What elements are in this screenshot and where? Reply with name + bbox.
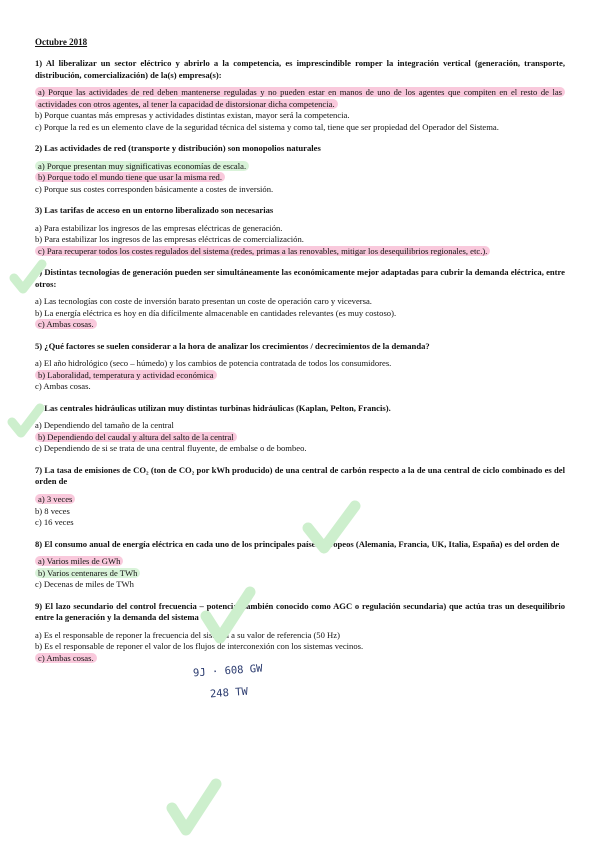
- answer-option: [35, 370, 565, 382]
- answer-option-text: a) El año hidrológico (seco – húmedo) y los cambios de potencia contratada de todos los consumidores.: [35, 358, 392, 369]
- answer-option-text: c) Porque la red es un elemento clave de la seguridad técnica del sistema y como tal, tiene que ser propiedad del Operador del Sistema.: [35, 121, 499, 132]
- answer-option-text: b) Es el responsable de reponer el valor de los flujos de interconexión con los sistemas vecinos.: [35, 641, 364, 652]
- answer-option-text: c) Ambas cosas.: [35, 653, 97, 663]
- answer-option: [35, 296, 565, 308]
- answer-option-text: c) Dependiendo de si se trata de una central fluyente, de embalse o de bombeo.: [35, 443, 307, 454]
- question-text: 1) Al liberalizar un sector eléctrico y abrirlo a la competencia, es imprescindible romper la integración vertical (generación, transporte, distribución, comercialización) de la(s) empresa(s):: [35, 58, 565, 80]
- answer-option: [35, 381, 565, 393]
- answer-option-text: a) Las tecnologías con coste de inversión barato presentan un coste de operación caro y viceversa.: [35, 296, 372, 307]
- question-text: 5) ¿Qué factores se suelen considerar a la hora de analizar los crecimientos / decrecimientos de la demanda?: [35, 340, 430, 351]
- answer-option-text: b) 8 veces: [35, 505, 70, 516]
- answer-option: [35, 420, 565, 432]
- answer-option-text: b) Para estabilizar los ingresos de las empresas eléctricas de comercialización.: [35, 234, 304, 245]
- exam-page: [35, 36, 565, 674]
- answer-option-text: b) Porque cuantas más empresas y actividades distintas existan, mayor será la competencia.: [35, 110, 350, 121]
- question-text: 3) Las tarifas de acceso en un entorno liberalizado son necesarias: [35, 205, 274, 216]
- handwritten-note-line2: 248 TW: [209, 685, 249, 701]
- answer-option-text: c) Para recuperar todos los costes regulados del sistema (redes, primas a las renovables, mitigar los desequilibrios regionales, etc.).: [35, 246, 490, 256]
- question-text: 8) El consumo anual de energía eléctrica en cada uno de los principales países europeos (Alemania, Francia, UK, Italia, España) es del orden de: [35, 538, 560, 549]
- answer-option: [35, 556, 565, 568]
- answer-option-text: a) 3 veces: [35, 494, 75, 504]
- answer-option: [35, 87, 565, 110]
- answer-option-text: b) Porque todo el mundo tiene que usar la misma red.: [35, 172, 225, 182]
- answer-option-text: c) Ambas cosas.: [35, 381, 91, 392]
- question-2: [35, 143, 565, 195]
- answer-option: [35, 568, 565, 580]
- question-list: [35, 58, 565, 664]
- question-text: 4) Distintas tecnologías de generación pueden ser simultáneamente las económicamente mejor adaptadas para cubrir la demanda eléctrica, entre otros:: [35, 267, 565, 289]
- answer-option: [35, 246, 565, 258]
- answer-option: [35, 506, 565, 518]
- answer-option: [35, 184, 565, 196]
- answer-option: [35, 110, 565, 122]
- page-title: Octubre 2018: [35, 37, 88, 47]
- answer-option: [35, 579, 565, 591]
- answer-option: [35, 234, 565, 246]
- answer-option-text: c) 16 veces: [35, 517, 74, 528]
- question-4: [35, 267, 565, 331]
- answer-option-text: c) Decenas de miles de TWh: [35, 579, 134, 590]
- question-3: [35, 205, 565, 257]
- answer-option: [35, 630, 565, 642]
- question-8: [35, 539, 565, 591]
- answer-option-text: c) Porque sus costes corresponden básicamente a costes de inversión.: [35, 183, 274, 194]
- answer-option: [35, 653, 565, 665]
- answer-option-text: b) Dependiendo del caudal y altura del salto de la central: [35, 432, 237, 442]
- question-9: [35, 601, 565, 665]
- answer-option-text: a) Varios miles de GWh: [35, 556, 123, 566]
- answer-option-text: b) La energía eléctrica es hoy en día difícilmente almacenable en cantidades relevantes (es muy costoso).: [35, 307, 397, 318]
- answer-option: [35, 161, 565, 173]
- question-6: [35, 403, 565, 455]
- answer-option: [35, 319, 565, 331]
- question-text: 9) El lazo secundario del control frecuencia – potencia (también conocido como AGC o regulación secundaria) que actúa tras un desequilibrio entre la generación y la demanda del sistema: [35, 600, 565, 623]
- answer-option-text: a) Porque las actividades de red deben mantenerse reguladas y no pueden estar en manos de uno de los agentes que compiten en el resto de las actividades con otros agentes, al tener la capacidad de distorsionar dicha competencia.: [35, 87, 565, 109]
- answer-option: [35, 358, 565, 370]
- question-text: 7) La tasa de emisiones de CO₂ (ton de CO₂ por kWh producido) de una central de carbón respecto a la de una central de ciclo combinado es del orden de: [35, 464, 565, 487]
- answer-option-text: a) Para estabilizar los ingresos de las empresas eléctricas de generación.: [35, 222, 283, 233]
- answer-option: [35, 432, 565, 444]
- handwritten-note-line1: 9J · 608 GW: [192, 662, 263, 680]
- answer-option: [35, 517, 565, 529]
- question-7: [35, 465, 565, 529]
- answer-option: [35, 641, 565, 653]
- answer-option: [35, 172, 565, 184]
- check-mark-icon: [164, 778, 224, 838]
- question-5: [35, 341, 565, 393]
- question-text: 2) Las actividades de red (transporte y distribución) son monopolios naturales: [35, 143, 321, 154]
- answer-option-text: c) Ambas cosas.: [35, 319, 97, 329]
- answer-option-text: b) Laboralidad, temperatura y actividad económica: [35, 370, 217, 380]
- answer-option: [35, 223, 565, 235]
- question-text: 6) Las centrales hidráulicas utilizan muy distintas turbinas hidráulicas (Kaplan, Pelton, Francis).: [35, 402, 391, 413]
- answer-option-text: a) Dependiendo del tamaño de la central: [35, 420, 174, 431]
- answer-option-text: a) Es el responsable de reponer la frecuencia del sistema a su valor de referencia (50 Hz): [35, 629, 340, 640]
- question-1: [35, 58, 565, 133]
- answer-option-text: a) Porque presentan muy significativas economías de escala.: [35, 161, 249, 171]
- answer-option-text: b) Varios centenares de TWh: [35, 568, 140, 578]
- answer-option: [35, 494, 565, 506]
- answer-option: [35, 443, 565, 455]
- answer-option: [35, 122, 565, 134]
- answer-option: [35, 308, 565, 320]
